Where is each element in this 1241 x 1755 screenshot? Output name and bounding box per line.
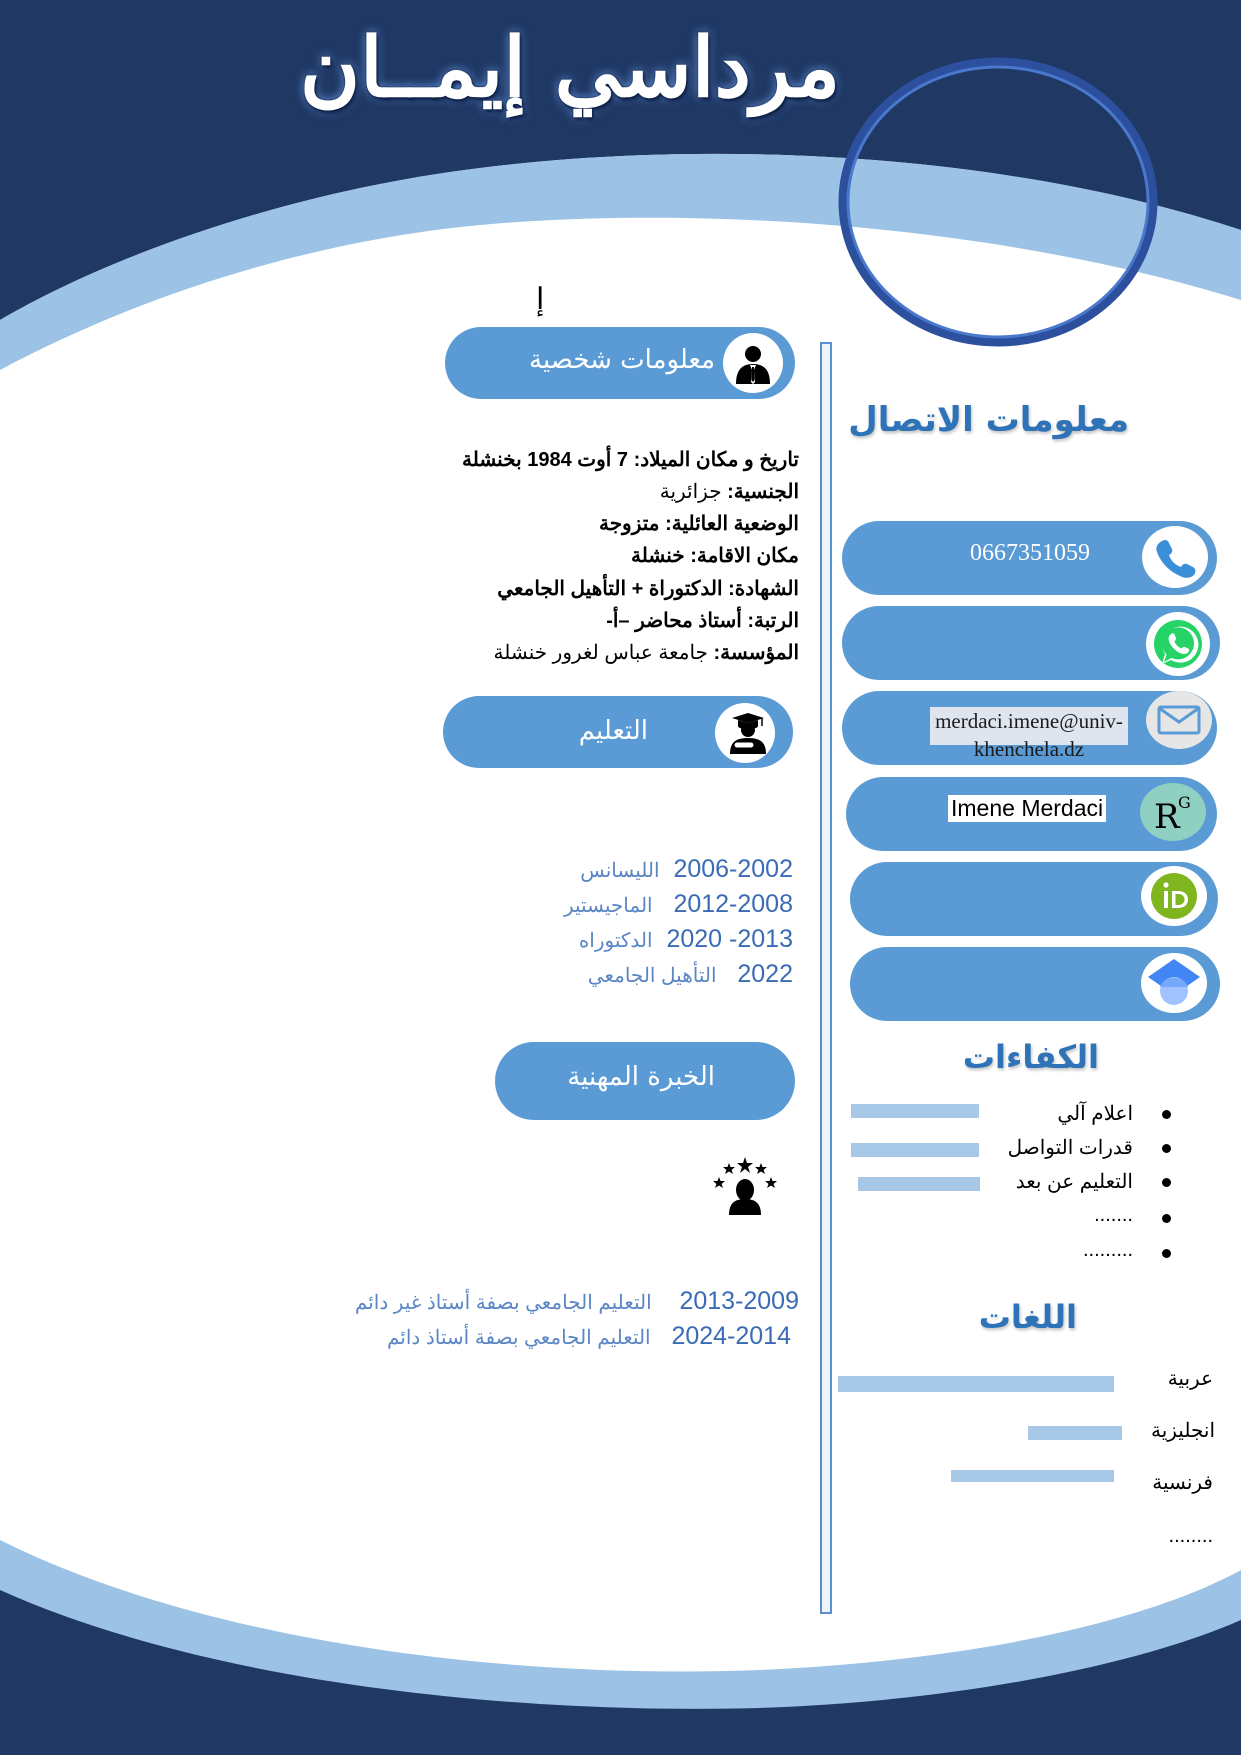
experience-item xyxy=(355,1287,799,1316)
info-value: أستاذ محاضر –أ- xyxy=(606,610,742,632)
svg-text:G: G xyxy=(1178,793,1191,812)
education-item xyxy=(579,925,793,954)
info-label: المؤسسة: xyxy=(713,642,799,664)
person-icon xyxy=(723,333,783,393)
column-divider xyxy=(820,342,832,1614)
exp-label: التعليم الجامعي بصفة أستاذ غير دائم xyxy=(354,1292,652,1314)
language-label: فرنسية xyxy=(1152,1472,1213,1494)
researchgate-name[interactable]: Imene Merdaci xyxy=(948,795,1106,822)
exp-years: 2013-2009 xyxy=(679,1287,799,1315)
info-label: مكان الاقامة: xyxy=(690,545,799,567)
info-line xyxy=(497,576,799,601)
info-value: متزوجة xyxy=(598,513,660,535)
education-heading: التعليم xyxy=(578,716,648,746)
info-value: الدكتوراة + التأهيل الجامعي xyxy=(497,578,723,600)
info-line xyxy=(599,511,799,536)
stray-character: إ xyxy=(536,282,545,317)
skill-bullet xyxy=(1162,1214,1171,1223)
info-label: الجنسية: xyxy=(727,481,799,503)
experience-heading: الخبرة المهنية xyxy=(567,1062,715,1092)
skill-label: ......... xyxy=(1082,1239,1133,1261)
info-value: جزائرية xyxy=(659,481,722,503)
email-address[interactable]: merdaci.imene@univ-khenchela.dz xyxy=(930,707,1128,745)
graduate-icon xyxy=(715,703,775,763)
skill-label: قدرات التواصل xyxy=(1007,1137,1133,1159)
edu-years: 2006-2002 xyxy=(673,855,793,883)
edu-years: 2012-2008 xyxy=(673,890,793,918)
education-item xyxy=(564,890,793,919)
svg-text:R: R xyxy=(1154,797,1180,837)
info-label: الرتبة: xyxy=(747,610,799,632)
skill-level-bar xyxy=(858,1177,980,1191)
language-level-bar xyxy=(1028,1426,1122,1440)
language-level-bar xyxy=(838,1376,1114,1392)
language-label: ........ xyxy=(1168,1525,1213,1547)
skill-bullet xyxy=(1162,1144,1171,1153)
info-value: خنشلة xyxy=(631,545,685,567)
personal-info-heading: معلومات شخصية xyxy=(529,345,715,375)
info-value: 7 أوت 1984 بخنشلة xyxy=(461,449,629,471)
info-line xyxy=(631,543,799,568)
info-line xyxy=(494,640,799,665)
star-person-icon xyxy=(713,1157,777,1219)
skill-level-bar xyxy=(851,1143,979,1157)
edu-label: الماجيستير xyxy=(563,895,653,917)
info-line xyxy=(606,608,799,633)
info-line xyxy=(660,479,799,504)
edu-years: 2013- 2020 xyxy=(666,925,793,953)
info-label: الشهادة: xyxy=(728,578,799,600)
phone-icon[interactable] xyxy=(1142,526,1208,588)
edu-years: 2022 xyxy=(737,960,793,988)
info-label: الوضعية العائلية: xyxy=(665,513,799,535)
skill-bullet xyxy=(1162,1249,1171,1258)
researchgate-icon[interactable] xyxy=(1140,783,1206,841)
skill-label: ....... xyxy=(1094,1204,1133,1226)
skill-bullet xyxy=(1162,1110,1171,1119)
language-label: عربية xyxy=(1167,1368,1213,1390)
exp-label: التعليم الجامعي بصفة أستاذ دائم xyxy=(386,1327,651,1349)
skills-heading: الكفاءات xyxy=(962,1038,1099,1076)
skill-label: اعلام آلي xyxy=(1057,1103,1133,1125)
edu-label: الليسانس xyxy=(580,860,660,882)
contact-heading: معلومات الاتصال xyxy=(848,400,1129,440)
info-value: جامعة عباس لغرور خنشلة xyxy=(493,642,708,664)
education-item xyxy=(588,960,793,989)
edu-label: التأهيل الجامعي xyxy=(587,965,717,987)
info-label: تاريخ و مكان الميلاد: xyxy=(633,449,799,471)
skill-level-bar xyxy=(851,1104,979,1118)
scholar-icon[interactable] xyxy=(1141,953,1207,1013)
cv-name-title: مرداسي إيمــان xyxy=(299,20,841,116)
language-label: انجليزية xyxy=(1150,1420,1215,1442)
edu-label: الدكتوراه xyxy=(578,930,653,952)
education-item xyxy=(580,855,793,884)
language-level-bar xyxy=(951,1470,1114,1482)
mail-icon[interactable] xyxy=(1146,691,1212,749)
phone-number[interactable]: 0667351059 xyxy=(970,540,1090,566)
orcid-icon[interactable] xyxy=(1141,866,1207,926)
exp-years: 2024-2014 xyxy=(671,1322,791,1350)
languages-heading: اللغات xyxy=(978,1298,1077,1336)
info-line xyxy=(462,447,799,472)
skill-label: التعليم عن بعد xyxy=(1015,1171,1133,1193)
experience-item xyxy=(387,1322,791,1351)
whatsapp-icon[interactable] xyxy=(1146,612,1210,676)
skill-bullet xyxy=(1162,1178,1171,1187)
